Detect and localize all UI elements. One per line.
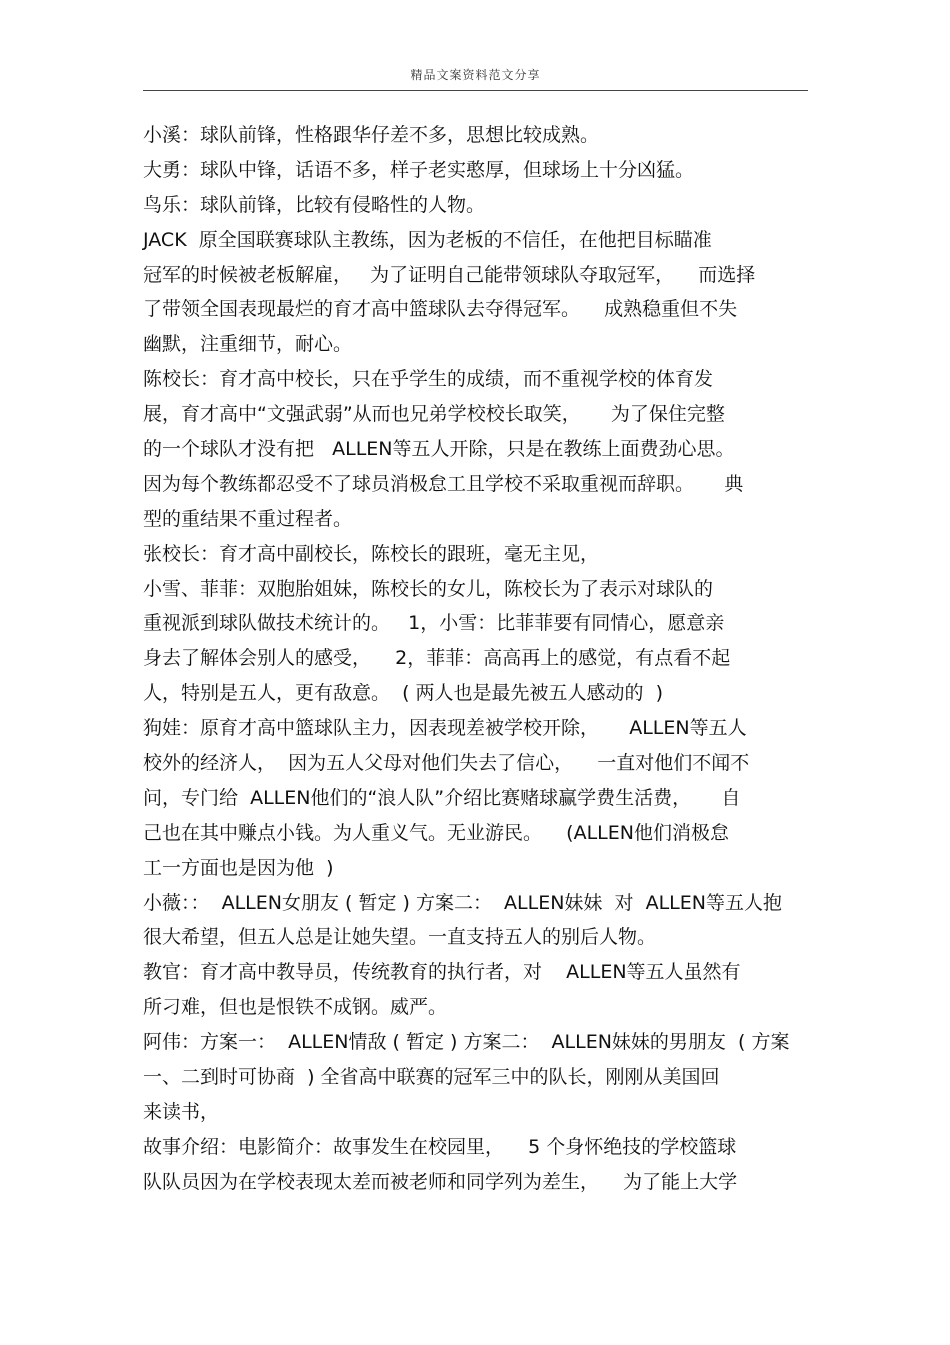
text-line: 阿伟：方案一： ALLEN情敌 ( 暂定 ) 方案二： ALLEN妹妹的男朋友 ( 方案 — [143, 1031, 790, 1054]
text-line: 鸟乐：球队前锋，比较有侵略性的人物。 — [143, 193, 486, 216]
header-divider — [143, 90, 808, 91]
text-line: 大勇：球队中锋，话语不多，样子老实憨厚，但球场上十分凶猛。 — [143, 158, 695, 181]
text-line: JACK 原全国联赛球队主教练，因为老板的不信任，在他把目标瞄准 — [143, 228, 712, 251]
text-line: 因为每个教练都忍受不了球员消极怠工且学校不采取重视而辞职。 典 — [143, 472, 744, 495]
text-line: 所刁难，但也是恨铁不成钢。威严。 — [143, 996, 448, 1019]
document-body — [143, 118, 808, 1200]
text-line: 了带领全国表现最烂的育才高中篮球队去夺得冠军。 成熟稳重但不失 — [143, 298, 738, 321]
text-line: 重视派到球队做技术统计的。 1，小雪：比菲菲要有同情心，愿意亲 — [143, 612, 725, 635]
text-line: 来读书， — [143, 1100, 220, 1123]
text-line: 故事介绍：电影简介：故事发生在校园里， 5 个身怀绝技的学校篮球 — [143, 1135, 737, 1158]
text-line: 人，特别是五人，更有敌意。 ( 两人也是最先被五人感动的 ) — [143, 682, 664, 705]
text-line: 小溪：球队前锋，性格跟华仔差不多，思想比较成熟。 — [143, 124, 600, 146]
page-header-title: 精品文案资料范文分享 — [410, 68, 541, 82]
text-line: 身去了解体会别人的感受， 2，菲菲：高高再上的感觉，有点看不起 — [143, 647, 731, 670]
text-line: 教官：育才高中教导员，传统教育的执行者，对 ALLEN等五人虽然有 — [143, 961, 741, 984]
text-line: 队队员因为在学校表现太差而被老师和同学列为差生， 为了能上大学 — [143, 1170, 738, 1193]
text-line: 己也在其中赚点小钱。为人重义气。无业游民。 (ALLEN他们消极怠 — [143, 821, 729, 844]
text-line: 校外的经济人， 因为五人父母对他们失去了信心， 一直对他们不闻不 — [143, 752, 750, 775]
text-line: 狗娃：原育才高中篮球队主力，因表现差被学校开除， ALLEN等五人 — [143, 717, 747, 740]
text-line: 型的重结果不重过程者。 — [143, 507, 353, 530]
text-line: 小雪、菲菲：双胞胎姐妹，陈校长的女儿，陈校长为了表示对球队的 — [143, 577, 714, 600]
text-line: 工一方面也是因为他 ) — [143, 856, 334, 879]
text-line: 小薇：： ALLEN女朋友 ( 暂定 ) 方案二： ALLEN妹妹 对 ALLEN等五人抱 — [143, 891, 782, 914]
text-line: 陈校长：育才高中校长，只在乎学生的成绩，而不重视学校的体育发 — [143, 368, 714, 391]
text-line: 的一个球队才没有把 ALLEN等五人开除，只是在教练上面费劲心思。 — [143, 438, 735, 461]
text-line: 很大希望，但五人总是让她失望。一直支持五人的别后人物。 — [143, 926, 657, 949]
text-line: 张校长：育才高中副校长，陈校长的跟班，毫无主见， — [143, 542, 600, 565]
text-line: 展，育才高中“文强武弱”从而也兄弟学校校长取笑， 为了保住完整 — [143, 403, 725, 426]
text-line: 冠军的时候被老板解雇， 为了证明自己能带领球队夺取冠军， 而选择 — [143, 263, 756, 286]
text-line: 幽默，注重细节，耐心。 — [143, 333, 353, 356]
text-line: 问，专门给 ALLEN他们的“浪人队”介绍比赛赌球赢学费生活费， 自 — [143, 786, 741, 809]
text-line: 一、二到时可协商 ) 全省高中联赛的冠军三中的队长，刚刚从美国回 — [143, 1066, 720, 1089]
